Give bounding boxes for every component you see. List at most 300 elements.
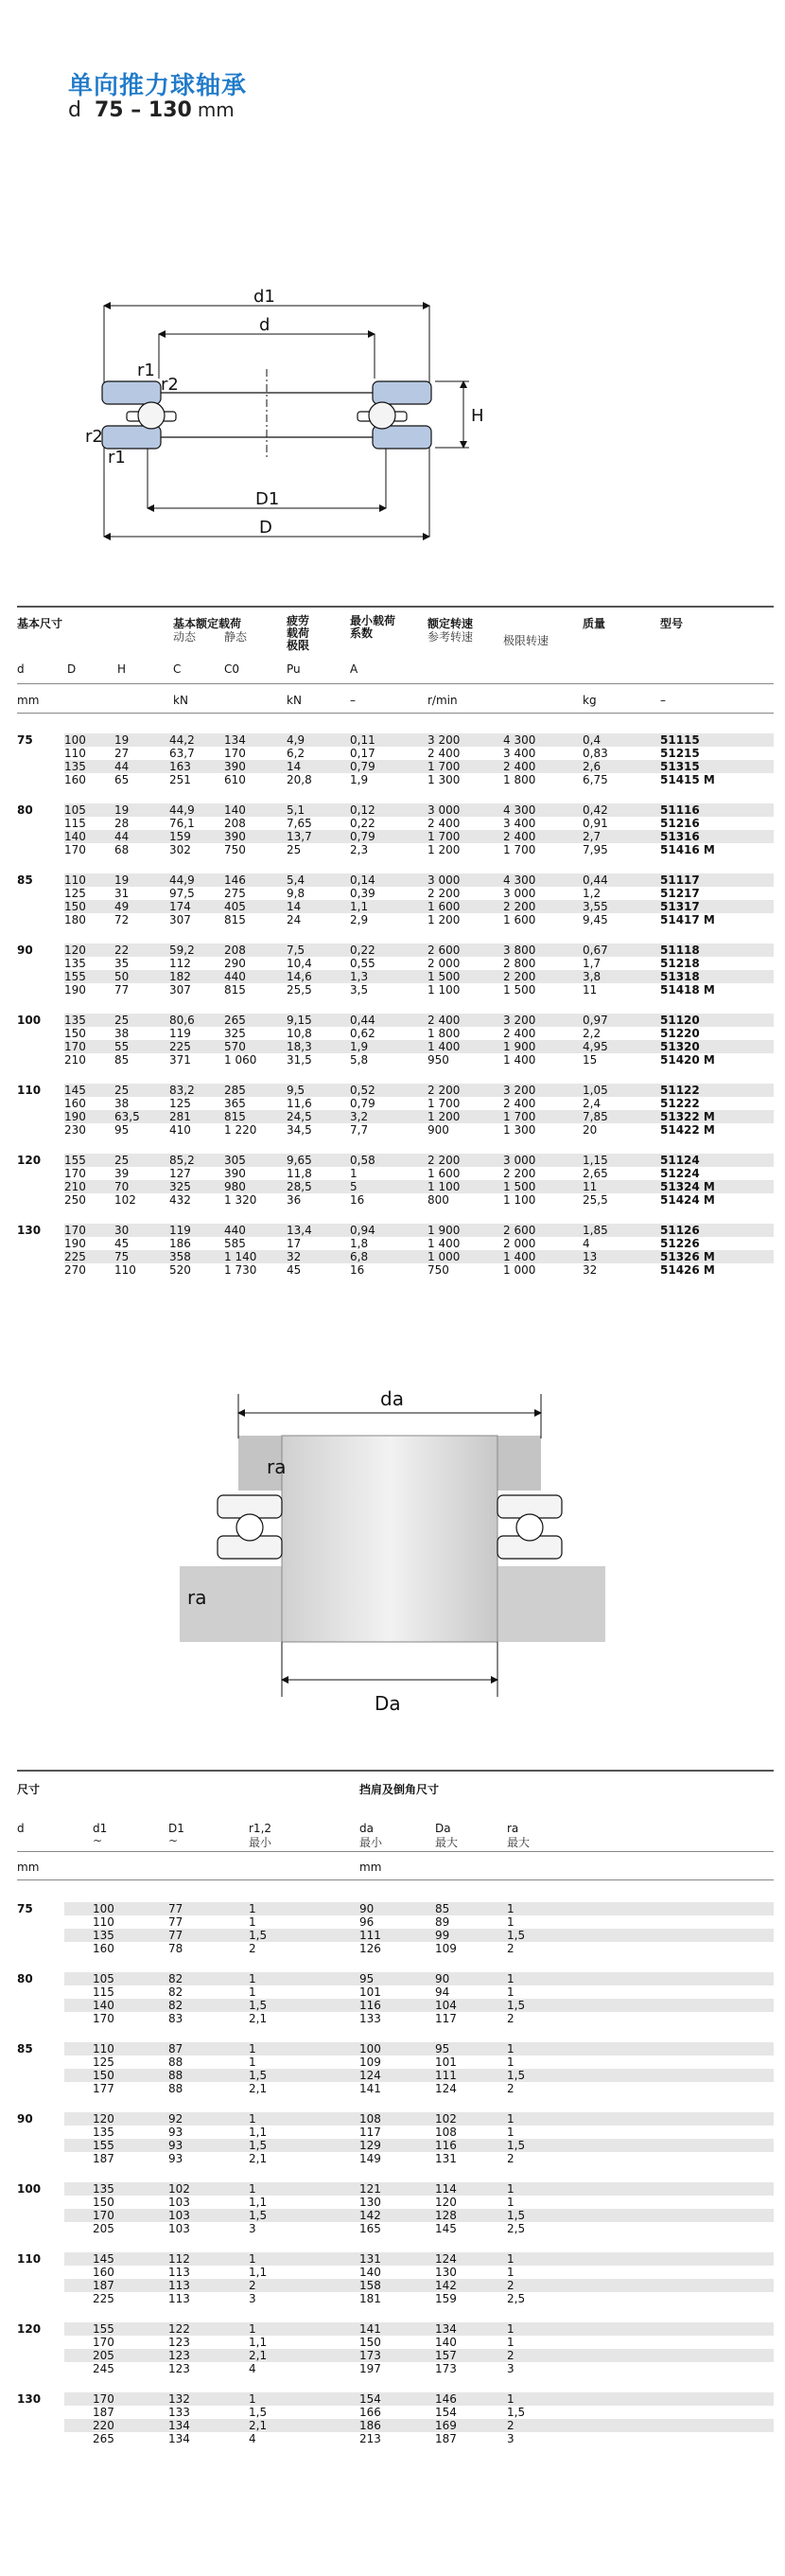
table-cell: 1,5: [249, 1929, 268, 1942]
table-cell: 132: [168, 2392, 190, 2406]
designation-cell: 51217: [660, 887, 700, 900]
label-r1-top: r1: [137, 361, 155, 380]
table-cell: 108: [435, 2126, 457, 2139]
th-ref-speed: 参考转速: [427, 630, 474, 644]
table-cell: 365: [224, 1097, 246, 1110]
table-cell: 1 900: [427, 1224, 461, 1237]
table-cell: 1,5: [507, 2209, 526, 2222]
unit-kN-ratings: kN: [173, 694, 188, 707]
table-cell: 2 600: [503, 1224, 536, 1237]
table-row: [64, 2349, 774, 2362]
designation-cell: 51126: [660, 1224, 700, 1237]
designation-cell: 51116: [660, 803, 700, 817]
abutment-group-d-75: [17, 1902, 774, 1961]
bearing-group-d-90: [17, 944, 774, 1002]
table-cell: 1 700: [427, 1097, 461, 1110]
range-value: 75 – 130: [94, 98, 192, 122]
table-cell: 131: [359, 2252, 381, 2266]
table-cell: 124: [435, 2252, 457, 2266]
table-cell: 520: [169, 1263, 191, 1277]
designation-cell: 51418 M: [660, 983, 715, 997]
table-cell: 0,11: [350, 733, 375, 747]
table-cell: 158: [359, 2279, 381, 2292]
designation-cell: 51315: [660, 760, 700, 773]
unit-dash-designation: –: [660, 694, 666, 707]
table-row: [64, 2419, 774, 2432]
table-cell: 95: [435, 2042, 450, 2056]
table-cell: 440: [224, 970, 246, 983]
table-cell: 2 000: [503, 1237, 536, 1250]
table-cell: 2,4: [583, 1097, 602, 1110]
table-cell: 135: [64, 1014, 86, 1027]
table-cell: 14,6: [287, 970, 312, 983]
table-cell: 5,4: [287, 873, 305, 887]
table-cell: 1,1: [350, 900, 369, 913]
table-cell: 1,05: [583, 1084, 608, 1097]
table-cell: 160: [64, 1097, 86, 1110]
table-cell: 28: [114, 817, 130, 830]
table-cell: 2 200: [427, 887, 461, 900]
table-cell: 9,45: [583, 913, 608, 926]
table-cell: 1,1: [249, 2266, 268, 2279]
table-cell: 1: [507, 2196, 515, 2209]
table-row: [64, 944, 774, 957]
table-cell: 2 200: [503, 1167, 536, 1180]
abutment-group-d-120: [17, 2322, 774, 2381]
abutment-group-d-80: [17, 1972, 774, 2031]
table-cell: 63,5: [114, 1110, 140, 1123]
table-row: [64, 1097, 774, 1110]
table-cell: 197: [359, 2362, 381, 2375]
table-cell: 2: [507, 1942, 515, 1955]
unit-kN-fatigue: kN: [287, 694, 302, 707]
table-cell: 25: [287, 843, 302, 856]
designation-cell: 51118: [660, 944, 700, 957]
group-bore-d: 120: [17, 1154, 42, 1167]
table-cell: 3 400: [503, 817, 536, 830]
table-row: [64, 1193, 774, 1207]
table-row: [64, 1237, 774, 1250]
table-cell: 1,2: [583, 887, 602, 900]
table-cell: 170: [64, 1167, 86, 1180]
table-cell: 44: [114, 760, 130, 773]
table-cell: 157: [435, 2349, 457, 2362]
table-cell: 325: [169, 1180, 191, 1193]
table-cell: 1 320: [224, 1193, 257, 1207]
table-cell: 1: [507, 2336, 515, 2349]
table-cell: 0,55: [350, 957, 375, 970]
table-cell: 390: [224, 1167, 246, 1180]
table-cell: 190: [64, 1110, 86, 1123]
table-cell: 31: [114, 887, 130, 900]
table-cell: 3 800: [503, 944, 536, 957]
table-cell: 1 600: [427, 1167, 461, 1180]
table-cell: 1,5: [507, 1929, 526, 1942]
table-cell: 1,8: [350, 1237, 369, 1250]
table-cell: 1 060: [224, 1053, 257, 1067]
table-cell: 1 500: [427, 970, 461, 983]
table-row: [64, 2362, 774, 2375]
table-cell: 1: [249, 1985, 256, 1999]
table-cell: 170: [93, 2336, 114, 2349]
table-cell: 3 200: [503, 1084, 536, 1097]
table-cell: 126: [359, 1942, 381, 1955]
table-cell: 85: [114, 1053, 130, 1067]
table-cell: 610: [224, 773, 246, 786]
table-row: [64, 2252, 774, 2266]
table-row: [64, 1929, 774, 1942]
abutment-group-d-90: [17, 2112, 774, 2171]
table-cell: 2: [507, 2279, 515, 2292]
table-cell: 110: [93, 2042, 114, 2056]
table-cell: 108: [359, 2112, 381, 2126]
table-cell: 111: [435, 2069, 457, 2082]
table-cell: 38: [114, 1027, 130, 1040]
abutment-group-d-130: [17, 2392, 774, 2451]
table-cell: 0,44: [350, 1014, 375, 1027]
table-cell: 119: [169, 1224, 191, 1237]
table-cell: 190: [64, 1237, 86, 1250]
table-cell: 170: [64, 1040, 86, 1053]
table-cell: 325: [224, 1027, 246, 1040]
table-row: [64, 1180, 774, 1193]
table-cell: 25,5: [287, 983, 312, 997]
table-row: [64, 2292, 774, 2305]
table-cell: 281: [169, 1110, 191, 1123]
th-load-ratings: 基本额定载荷: [173, 617, 242, 630]
table-cell: 103: [168, 2222, 190, 2235]
table-cell: 187: [93, 2406, 114, 2419]
table-cell: 371: [169, 1053, 191, 1067]
table-cell: 1: [507, 1972, 515, 1985]
designation-cell: 51320: [660, 1040, 700, 1053]
designation-cell: 51324 M: [660, 1180, 715, 1193]
table-cell: 146: [435, 2392, 457, 2406]
table-cell: 100: [93, 1902, 114, 1915]
table-cell: 87: [168, 2042, 183, 2056]
table-cell: 82: [168, 1999, 183, 2012]
table-row: [64, 2139, 774, 2152]
table-cell: 166: [359, 2406, 381, 2419]
designation-cell: 51316: [660, 830, 700, 843]
table-cell: 115: [93, 1985, 114, 1999]
table-cell: 0,12: [350, 803, 375, 817]
table-cell: 750: [224, 843, 246, 856]
table-cell: 0,52: [350, 1084, 375, 1097]
table-cell: 1: [507, 2126, 515, 2139]
table-cell: 93: [168, 2139, 183, 2152]
table-cell: 190: [64, 983, 86, 997]
table-cell: 1,5: [507, 2069, 526, 2082]
table-cell: 125: [93, 2056, 114, 2069]
bearing-data-table: [17, 606, 774, 1325]
table-row: [64, 843, 774, 856]
table-cell: 44,2: [169, 733, 195, 747]
table-row: [64, 900, 774, 913]
table-cell: 410: [169, 1123, 191, 1137]
table-cell: 1 220: [224, 1123, 257, 1137]
table-cell: 1 400: [427, 1040, 461, 1053]
table-cell: 120: [64, 944, 86, 957]
th-Pu: Pu: [287, 662, 301, 676]
table-cell: 1 500: [503, 1180, 536, 1193]
table-row: [64, 1972, 774, 1985]
unit-kg: kg: [583, 694, 597, 707]
table-cell: 1,1: [249, 2336, 268, 2349]
table-cell: 19: [114, 873, 130, 887]
table-row: [64, 1263, 774, 1277]
table-row: [64, 2182, 774, 2196]
table-cell: 251: [169, 773, 191, 786]
table-cell: 150: [64, 1027, 86, 1040]
table-row: [64, 2392, 774, 2406]
table-cell: 105: [93, 1972, 114, 1985]
table-cell: 140: [224, 803, 246, 817]
table-cell: 208: [224, 817, 246, 830]
table-cell: 307: [169, 983, 191, 997]
designation-cell: 51218: [660, 957, 700, 970]
table-cell: 800: [427, 1193, 449, 1207]
table-cell: 120: [435, 2196, 457, 2209]
table-cell: 27: [114, 747, 130, 760]
designation-cell: 51415 M: [660, 773, 715, 786]
table-cell: 3 200: [427, 733, 461, 747]
table-cell: 2,1: [249, 2152, 268, 2165]
table-cell: 134: [168, 2432, 190, 2445]
table-row: [64, 747, 774, 760]
table-cell: 7,5: [287, 944, 305, 957]
table-cell: 30: [114, 1224, 130, 1237]
table-cell: 210: [64, 1180, 86, 1193]
table-cell: 104: [435, 1999, 457, 2012]
table-cell: 2: [249, 2279, 256, 2292]
table-cell: 9,65: [287, 1154, 312, 1167]
table-row: [64, 1123, 774, 1137]
table-cell: 4 300: [503, 803, 536, 817]
table-cell: 134: [168, 2419, 190, 2432]
table-cell: 290: [224, 957, 246, 970]
table-cell: 173: [435, 2362, 457, 2375]
table-cell: 1: [507, 2252, 515, 2266]
table-cell: 4: [583, 1237, 590, 1250]
table-cell: 145: [64, 1084, 86, 1097]
table-cell: 1: [249, 2322, 256, 2336]
th-fatigue-limit: 疲劳 载荷 极限: [287, 614, 310, 652]
table-cell: 165: [359, 2222, 381, 2235]
table-cell: 440: [224, 1224, 246, 1237]
table-row: [64, 1110, 774, 1123]
table-row: [64, 1250, 774, 1263]
table-cell: 2,65: [583, 1167, 608, 1180]
table-cell: 16: [350, 1193, 365, 1207]
table-cell: 3,2: [350, 1110, 369, 1123]
table-cell: 432: [169, 1193, 191, 1207]
table-cell: 4: [249, 2432, 256, 2445]
table-cell: 120: [93, 2112, 114, 2126]
table-cell: 25: [114, 1154, 130, 1167]
page-title: 单向推力球轴承: [68, 72, 248, 100]
table-cell: 2: [507, 2082, 515, 2095]
table-cell: 72: [114, 913, 130, 926]
table-cell: 2: [507, 2152, 515, 2165]
table-cell: 1: [507, 2056, 515, 2069]
table-row: [64, 830, 774, 843]
table-cell: 0,22: [350, 944, 375, 957]
table-cell: 150: [359, 2336, 381, 2349]
table-cell: 103: [168, 2209, 190, 2222]
table-cell: 305: [224, 1154, 246, 1167]
th-basic-dims: 基本尺寸: [17, 617, 63, 630]
designation-cell: 51416 M: [660, 843, 715, 856]
table-cell: 133: [359, 2012, 381, 2025]
table-cell: 125: [64, 887, 86, 900]
table-cell: 170: [64, 843, 86, 856]
group-bore-d: 80: [17, 803, 33, 817]
abutment-group-d-110: [17, 2252, 774, 2311]
bearing-group-d-120: [17, 1154, 774, 1212]
table-cell: 20: [583, 1123, 598, 1137]
table-cell: 159: [435, 2292, 457, 2305]
table-cell: 1 800: [503, 773, 536, 786]
table-cell: 0,14: [350, 873, 375, 887]
table-cell: 2 800: [503, 957, 536, 970]
th-C: C: [173, 662, 182, 676]
group-bore-d: 75: [17, 1902, 33, 1915]
table-cell: 28,5: [287, 1180, 312, 1193]
designation-cell: 51318: [660, 970, 700, 983]
table-cell: 150: [93, 2069, 114, 2082]
th-static: 静态: [224, 630, 248, 644]
table-cell: 90: [359, 1902, 375, 1915]
table-cell: 1,5: [507, 2139, 526, 2152]
table-cell: 980: [224, 1180, 246, 1193]
table-cell: 101: [435, 2056, 457, 2069]
table-cell: 163: [169, 760, 191, 773]
table-cell: 77: [168, 1929, 183, 1942]
table-cell: 9,8: [287, 887, 305, 900]
group-bore-d: 85: [17, 873, 33, 887]
table-cell: 103: [168, 2196, 190, 2209]
table-row: [64, 1985, 774, 1999]
table-cell: 1: [507, 2266, 515, 2279]
table-cell: 750: [427, 1263, 449, 1277]
table-cell: 135: [93, 2182, 114, 2196]
table-cell: 140: [359, 2266, 381, 2279]
table-row: [64, 2069, 774, 2082]
table-cell: 225: [64, 1250, 86, 1263]
designation-cell: 51216: [660, 817, 700, 830]
table-cell: 22: [114, 944, 130, 957]
group-bore-d: 80: [17, 1972, 33, 1985]
table-cell: 585: [224, 1237, 246, 1250]
table-cell: 1,3: [350, 970, 369, 983]
designation-cell: 51422 M: [660, 1123, 715, 1137]
table-cell: 307: [169, 913, 191, 926]
table-cell: 1 700: [503, 843, 536, 856]
table-cell: 1 500: [503, 983, 536, 997]
table-cell: 9,5: [287, 1084, 305, 1097]
table-cell: 220: [93, 2419, 114, 2432]
table-row: [64, 1084, 774, 1097]
table-cell: 2: [507, 2349, 515, 2362]
label-D: D: [259, 518, 272, 538]
table-cell: 13,4: [287, 1224, 312, 1237]
table-cell: 2: [249, 1942, 256, 1955]
table-cell: 177: [93, 2082, 114, 2095]
table-cell: 0,62: [350, 1027, 375, 1040]
table-cell: 1 700: [427, 760, 461, 773]
table-cell: 128: [435, 2209, 457, 2222]
th2-ra: ra: [507, 1822, 519, 1835]
label-D1: D1: [255, 489, 280, 509]
label-d: d: [259, 315, 270, 335]
table-cell: 99: [435, 1929, 450, 1942]
table-row: [64, 1942, 774, 1955]
table-cell: 59,2: [169, 944, 195, 957]
table-row: [64, 2406, 774, 2419]
table-cell: 186: [169, 1237, 191, 1250]
th-limit-speed: 极限转速: [503, 634, 550, 647]
table-cell: 7,7: [350, 1123, 369, 1137]
table-row: [64, 983, 774, 997]
table-cell: 1 000: [427, 1250, 461, 1263]
table-cell: 1,5: [249, 2209, 268, 2222]
table-cell: 0,4: [583, 733, 602, 747]
table-cell: 45: [287, 1263, 302, 1277]
table-cell: 950: [427, 1053, 449, 1067]
table-row: [64, 2322, 774, 2336]
table-cell: 2,5: [507, 2222, 526, 2235]
table-cell: 0,83: [583, 747, 608, 760]
table-cell: 1: [249, 2392, 256, 2406]
table-row: [64, 1014, 774, 1027]
table-cell: 141: [359, 2082, 381, 2095]
table-cell: 181: [359, 2292, 381, 2305]
table-cell: 38: [114, 1097, 130, 1110]
table-cell: 3 200: [503, 1014, 536, 1027]
table-cell: 117: [359, 2126, 381, 2139]
table-cell: 2,6: [583, 760, 602, 773]
bearing-group-d-130: [17, 1224, 774, 1282]
table-cell: 1,9: [350, 773, 369, 786]
th2-D1-approx: ~: [168, 1834, 179, 1847]
group-bore-d: 110: [17, 1084, 42, 1097]
table-row: [64, 2432, 774, 2445]
table-cell: 77: [168, 1902, 183, 1915]
table-row: [64, 773, 774, 786]
table-cell: 170: [64, 1224, 86, 1237]
designation-cell: 51117: [660, 873, 700, 887]
table-cell: 110: [93, 1915, 114, 1929]
group-bore-d: 85: [17, 2042, 33, 2056]
th2-Da-max: 最大: [435, 1836, 459, 1849]
table-cell: 123: [168, 2349, 190, 2362]
table-cell: 134: [224, 733, 246, 747]
table-cell: 1: [507, 2042, 515, 2056]
table-row: [64, 1027, 774, 1040]
designation-cell: 51424 M: [660, 1193, 715, 1207]
table-cell: 100: [64, 733, 86, 747]
table-cell: 116: [435, 2139, 457, 2152]
th2-d1-approx: ~: [93, 1834, 103, 1847]
table-cell: 105: [64, 803, 86, 817]
table-cell: 142: [359, 2209, 381, 2222]
table-cell: 85: [435, 1902, 450, 1915]
table-cell: 302: [169, 843, 191, 856]
table-cell: 63,7: [169, 747, 195, 760]
table-cell: 85,2: [169, 1154, 195, 1167]
table-cell: 95: [359, 1972, 375, 1985]
